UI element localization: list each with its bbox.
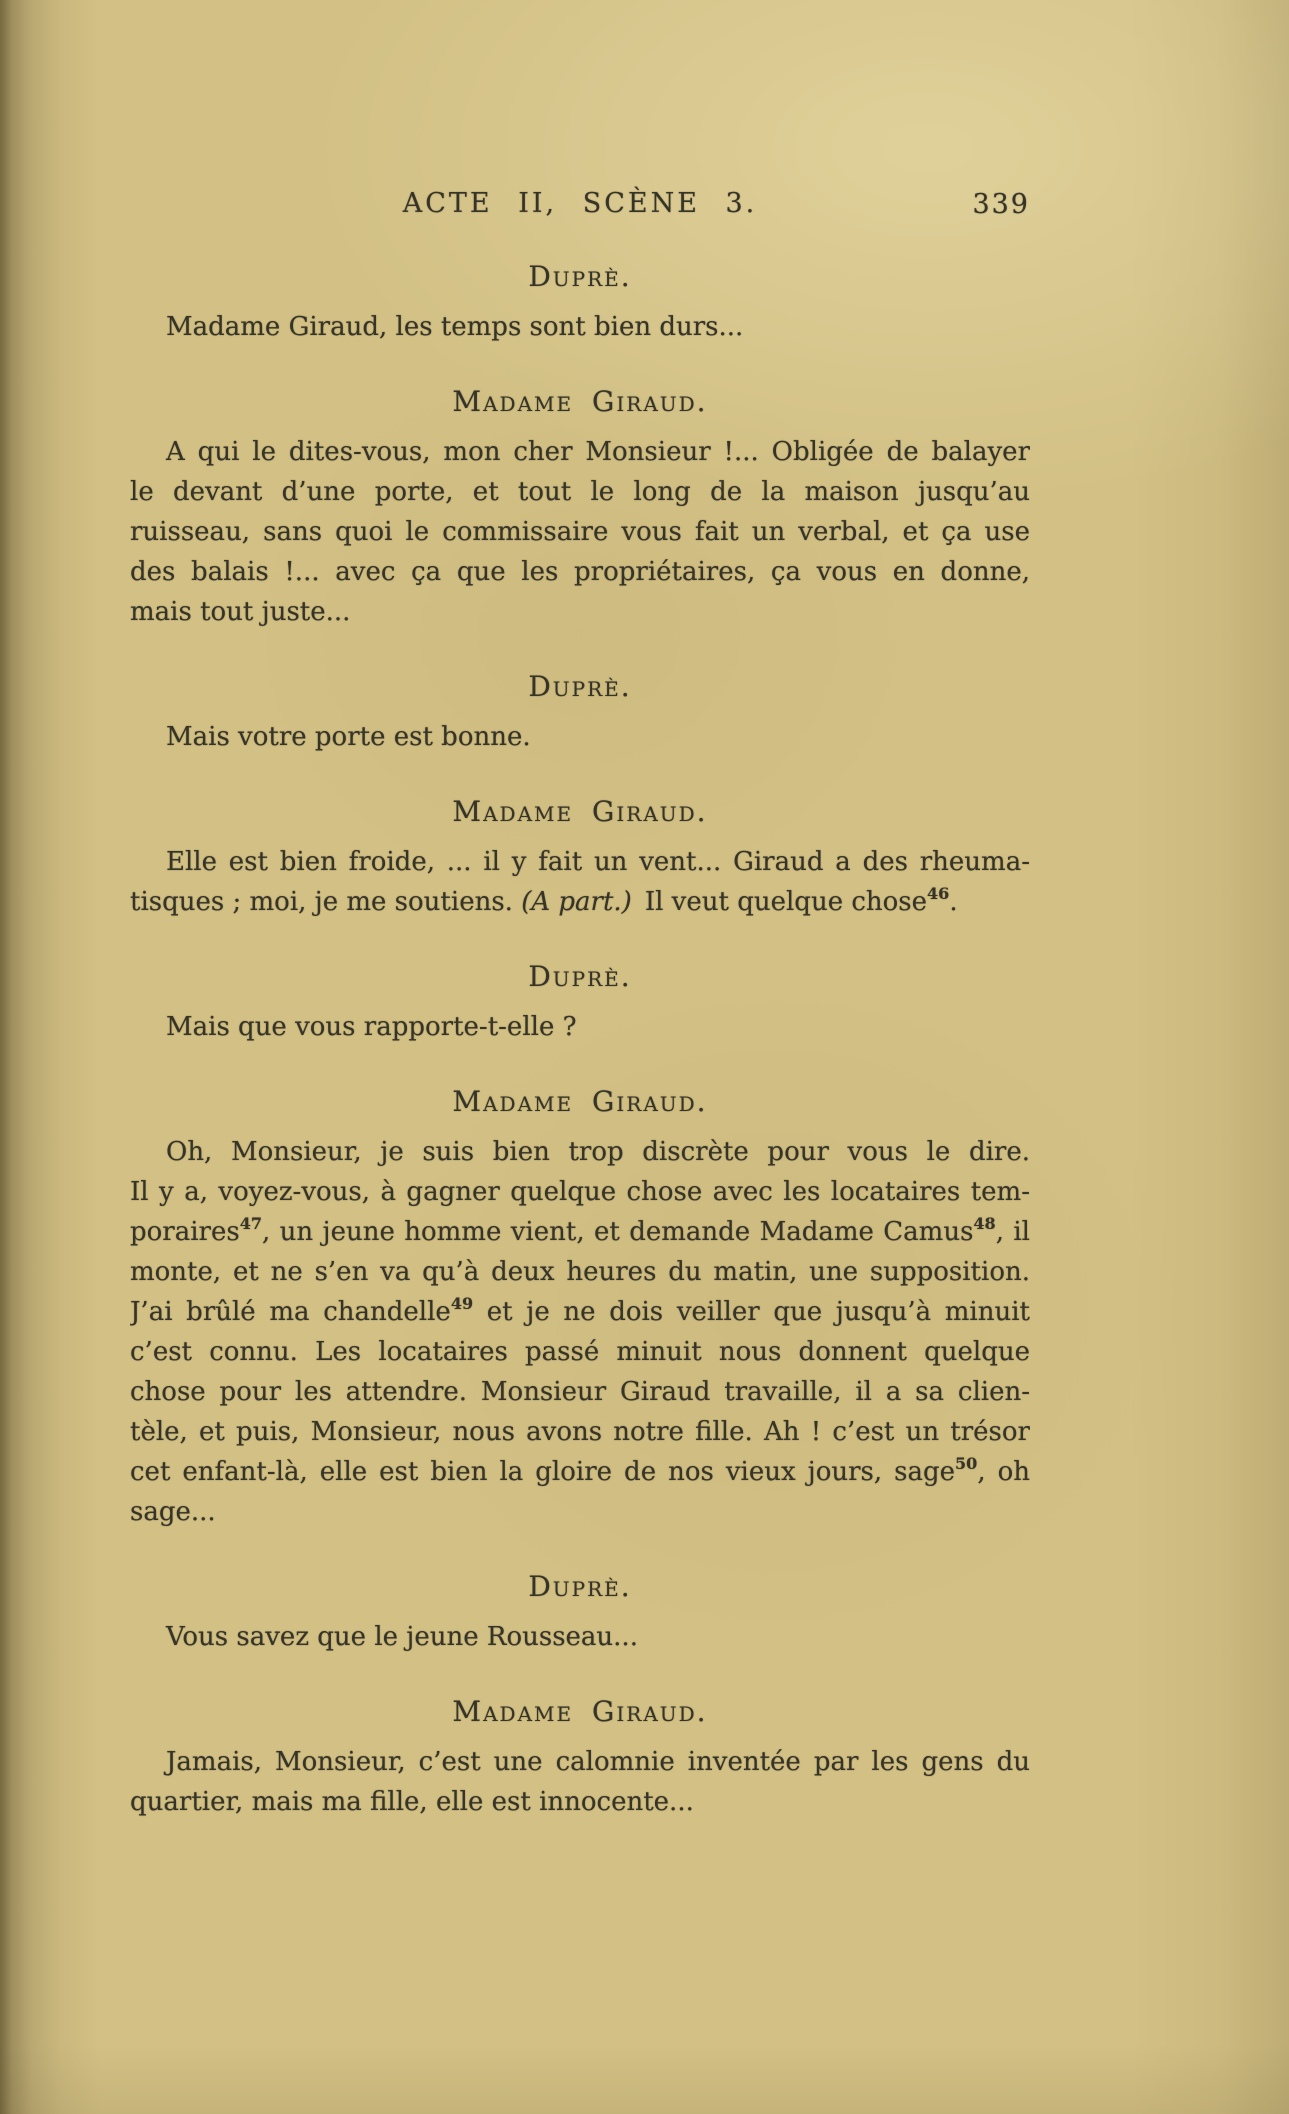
dialogue-text: tèle, et puis, Monsieur, nous avons notre fille. Ah ! c’est un trésor [130,1417,1030,1447]
dialogue-line [130,1212,1030,1252]
dialogue-text: des balais !... avec ça que les propriétaires, ça vous en donne, [130,557,1030,587]
dialogue-text: , un jeune homme vient, et demande Madame Camus [261,1217,974,1247]
dialogue-paragraph [130,1742,1030,1822]
dialogue-line [130,1412,1030,1452]
dialogue-text: monte, et ne s’en va qu’à deux heures du matin, une supposition. [130,1257,1030,1287]
stage-direction: (A part.) [521,887,632,917]
dialogue-paragraph [130,842,1030,922]
dialogue-text: , il [995,1217,1030,1247]
dialogue-text: Elle est bien froide, ... il y fait un vent... Giraud a des rheuma- [166,847,1030,877]
dialogue-text: Oh, Monsieur, je suis bien trop discrète pour vous le dire. [166,1137,1030,1167]
speaker-name: Duprè. [528,670,632,703]
speaker-name: Madame Giraud. [452,795,708,828]
text-block [130,188,1030,1822]
footnote-reference: 47 [239,1214,262,1233]
speaker-name: Duprè. [528,1570,632,1603]
dialogue-text: mais tout juste... [130,597,351,627]
dialogue-line [130,842,1030,882]
dialogue-line [130,1372,1030,1412]
page-number: 339 [972,189,1030,220]
dialogue-text: quartier, mais ma fille, elle est innocente... [130,1787,694,1817]
dialogue-paragraph [130,432,1030,632]
dialogue-text: tisques ; moi, je me soutiens. [130,887,522,917]
dialogue-line [130,432,1030,472]
dialogue-line [130,1132,1030,1172]
dialogue-text: et je ne dois veiller que jusqu’à minuit [473,1297,1030,1327]
dialogue-text: A qui le dites-vous, mon cher Monsieur !... Obligée de balayer [166,437,1030,467]
footnote-reference: 46 [927,884,950,903]
dialogue-text: Mais que vous rapporte-t-elle ? [166,1012,577,1042]
footnote-reference: 49 [450,1294,474,1313]
footnote-reference: 50 [955,1454,978,1473]
dialogue-line [130,1492,1030,1532]
dialogue-line [130,1742,1030,1782]
dialogue-text: c’est connu. Les locataires passé minuit nous donnent quelque [130,1337,1030,1367]
dialogue-text: poraires [130,1217,240,1247]
dialogue-line [130,1332,1030,1372]
dialogue-text: Jamais, Monsieur, c’est une calomnie inventée par les gens du [166,1747,1030,1777]
dialogue-text: Madame Giraud, les temps sont bien durs... [166,312,744,342]
running-header-title: ACTE II, SCÈNE 3. [402,188,758,219]
dialogue-line [130,717,1030,757]
dialogue-line [130,1252,1030,1292]
footnote-reference: 48 [973,1214,996,1233]
dialogue-text: sage... [130,1497,216,1527]
dialogue-text: cet enfant-là, elle est bien la gloire de nos vieux jours, sage [130,1457,956,1487]
dialogue-line [130,1782,1030,1822]
dialogue-paragraph [130,717,1030,757]
dialogue-line [130,1452,1030,1492]
dialogue-paragraph [130,307,1030,347]
dialogue-line [130,1292,1030,1332]
dialogue-text: , oh [977,1457,1030,1487]
speaker-name: Madame Giraud. [452,1695,708,1728]
dialogue-text: . [949,887,958,917]
dialogue-line [130,1007,1030,1047]
speaker-name: Duprè. [528,960,632,993]
dialogue-paragraph [130,1617,1030,1657]
dialogue-line [130,882,1030,922]
dialogue-text: ruisseau, sans quoi le commissaire vous fait un verbal, et ça use [130,517,1030,547]
dialogue-text: chose pour les attendre. Monsieur Giraud travaille, il a sa clien- [130,1377,1030,1407]
running-header [130,188,1030,222]
play-dialogue [130,260,1030,1822]
dialogue-text: Mais votre porte est bonne. [166,722,531,752]
speaker-name: Madame Giraud. [452,1085,708,1118]
dialogue-line [130,472,1030,512]
dialogue-line [130,512,1030,552]
dialogue-line [130,307,1030,347]
dialogue-line [130,1617,1030,1657]
speaker-name: Madame Giraud. [452,385,708,418]
dialogue-paragraph [130,1007,1030,1047]
dialogue-line [130,1172,1030,1212]
dialogue-line [130,552,1030,592]
dialogue-text: le devant d’une porte, et tout le long de la maison jusqu’au [130,477,1030,507]
speaker-name: Duprè. [528,260,632,293]
dialogue-paragraph [130,1132,1030,1532]
dialogue-text: Il y a, voyez-vous, à gagner quelque chose avec les locataires tem- [130,1177,1030,1207]
dialogue-text: Il veut quelque chose [631,887,928,917]
dialogue-line [130,592,1030,632]
dialogue-text: Vous savez que le jeune Rousseau... [166,1622,638,1652]
dialogue-text: J’ai brûlé ma chandelle [130,1297,451,1327]
